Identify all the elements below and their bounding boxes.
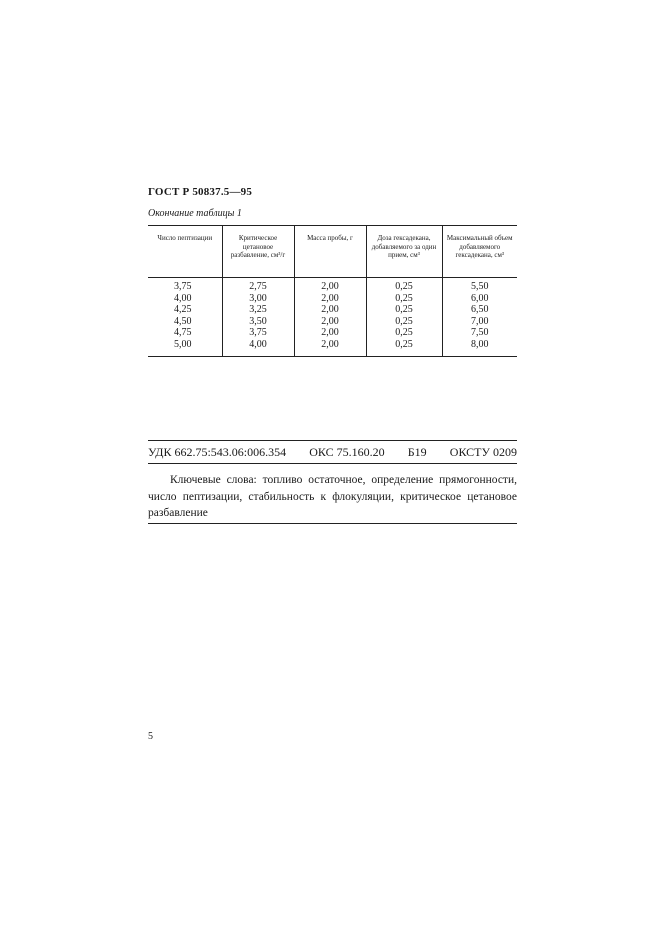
column-header-max-hexadecane-volume: Максимальный объем добавляемого гексадекана, см³: [442, 226, 517, 278]
keywords-paragraph: Ключевые слова: топливо остаточное, определение прямогонности, число пептизации, стабильность к флокуляции, критическое цетановое разбавление: [148, 474, 517, 519]
table-cell: 6,00: [442, 293, 517, 305]
table-row: [148, 327, 517, 339]
divider-bottom: [148, 523, 517, 524]
table-cell: 4,50: [174, 315, 192, 327]
table-cell: 2,00: [294, 316, 366, 328]
table-cell: 2,00: [294, 293, 366, 305]
column-header-critical-cetane-dilution: Критическое цетановое разбавление, см³/г: [222, 226, 294, 278]
table-cell: 3,00: [222, 293, 294, 305]
table-cell: 4,00: [222, 339, 294, 357]
table-cell: 2,00: [294, 339, 366, 357]
classification-line: [148, 445, 517, 460]
table-cell: 0,25: [366, 278, 442, 293]
okstu-code: ОКСТУ 0209: [449, 445, 517, 459]
table-cell: 4,00: [174, 292, 192, 304]
table-cell: 2,75: [222, 278, 294, 293]
table-cell: 3,25: [222, 304, 294, 316]
table-cell: 2,00: [294, 278, 366, 293]
table-row: [148, 278, 517, 293]
oks-code: ОКС 75.160.20: [309, 445, 385, 459]
divider-top: [148, 440, 517, 441]
table-header-row: [148, 226, 517, 278]
table-row: [148, 304, 517, 316]
table-row: [148, 316, 517, 328]
table-cell: 8,00: [442, 339, 517, 357]
column-header-peptization-number: Число пептизации: [148, 226, 222, 278]
table-cell: 4,25: [174, 304, 192, 315]
table-cell: 0,25: [366, 293, 442, 305]
table-cell: 0,25: [366, 327, 442, 339]
table-cell: 3,50: [222, 316, 294, 328]
table-row: [148, 293, 517, 305]
divider-middle: [148, 463, 517, 464]
table-cell: 3,75: [222, 327, 294, 339]
table-cell: 3,75: [174, 281, 192, 292]
table-cell: 7,00: [442, 316, 517, 328]
table-cell: 7,50: [442, 327, 517, 339]
table-cell: 2,00: [294, 327, 366, 339]
table-cell: 4,75: [174, 327, 192, 338]
table-row: [148, 339, 517, 357]
table-cell: 5,00: [148, 339, 222, 357]
group-code: Б19: [407, 445, 427, 459]
table-cell: 5,50: [442, 278, 517, 293]
table-cell: 0,25: [366, 339, 442, 357]
page-number: 5: [148, 731, 153, 742]
column-header-sample-mass: Масса пробы, г: [294, 226, 366, 278]
table-cell: 2,00: [294, 304, 366, 316]
table-cell: 6,50: [442, 304, 517, 316]
table-cell: 0,25: [366, 316, 442, 328]
column-header-hexadecane-dose: Доза гексадекана, добавляемого за один прием, см³: [366, 226, 442, 278]
data-table: [148, 225, 517, 357]
udk-code: УДК 662.75:543.06:006.354: [148, 445, 287, 459]
table-cell: 0,25: [366, 304, 442, 316]
document-header: ГОСТ Р 50837.5—95: [148, 186, 253, 198]
table-caption: Окончание таблицы 1: [148, 208, 242, 219]
